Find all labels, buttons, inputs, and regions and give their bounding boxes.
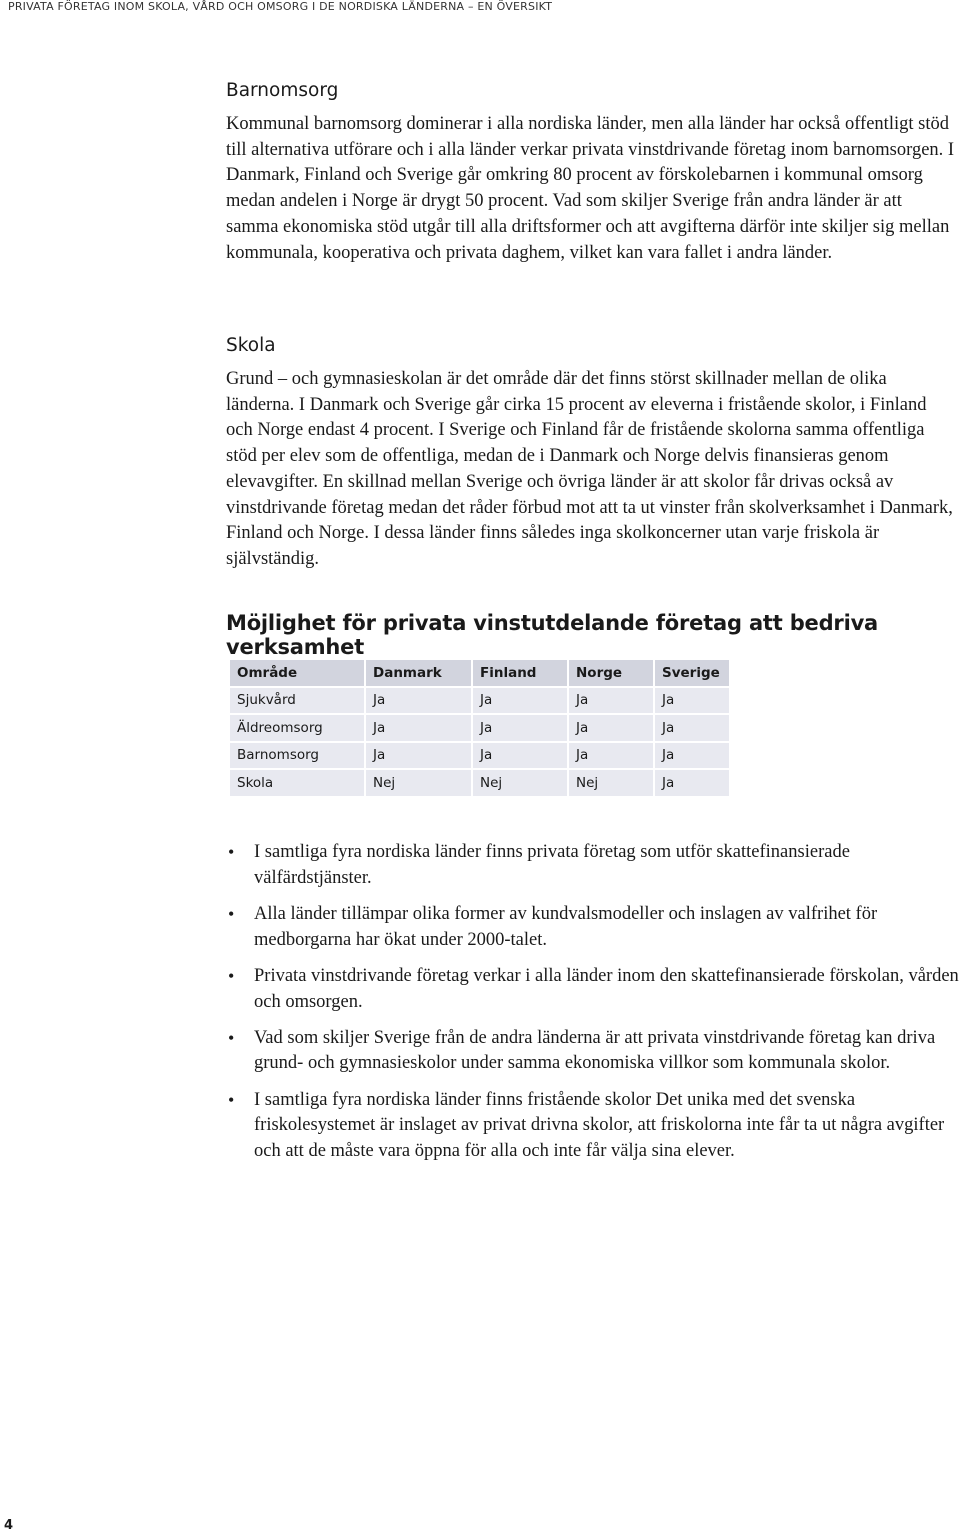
table-cell: Ja [569,715,653,741]
table-row [230,770,729,796]
table-cell: Ja [655,715,729,741]
table-cell: Ja [569,688,653,714]
table-cell: Ja [569,743,653,769]
table-cell: Barnomsorg [230,743,364,769]
table-cell: Nej [366,770,471,796]
table-row [230,715,729,741]
bullet-text: I samtliga fyra nordiska länder finns fristående skolor Det unika med det svenska friskolesystemet är inslaget av privat drivna skolor, att friskolorna inte får ta ut några avgifter och att de måste vara öppna för alla och inte får välja sina elever. [254,1089,945,1162]
column-header: Område [230,660,364,686]
summary-bullet-list [226,840,960,1175]
bullet-dot-icon: • [228,965,235,986]
section-body: Kommunal barnomsorg dominerar i alla nordiska länder, men alla länder har också offentligt stöd till alternativa utförare och i alla länder verkar privata vinstdrivande företag inom barnomsorgen. I Danmark, Finland och Sverige går omkring 80 procent av förskolebarnen i kommunal omsorg medan andelen i Norge är drygt 50 procent. Vad som skiljer Sverige från andra länder är att samma ekonomiska stöd utgår till alla driftsformer och att avgifterna därför inte skiljer sig mellan kommunala, kooperativa och privata daghem, vilket kan vara fallet i andra länder. [226,114,955,263]
table-cell: Ja [473,688,567,714]
table-cell: Ja [473,715,567,741]
bullet-text: Vad som skiljer Sverige från de andra länderna är att privata vinstdrivande företag kan driva grund- och gymnasieskolor under samma ekonomiska villkor som kommunala skolor. [254,1027,936,1074]
bullet-text: I samtliga fyra nordiska länder finns privata företag som utför skattefinansierade välfärdstjänster. [254,842,850,888]
bullet-item [226,1026,960,1077]
page-number: 4 [4,1518,14,1533]
table-row [230,688,729,714]
table-cell: Ja [473,743,567,769]
table-cell: Ja [655,688,729,714]
column-header: Norge [569,660,653,686]
bullet-dot-icon: • [228,842,235,862]
bullet-item [226,902,960,953]
section-heading: Barnomsorg [226,80,339,101]
bullet-dot-icon: • [228,1027,235,1048]
section-barnomsorg [226,80,956,266]
bullet-dot-icon: • [228,1089,235,1110]
comparison-table [228,658,731,798]
table-cell: Ja [655,770,729,796]
bullet-item [226,1088,960,1165]
section-heading: Skola [226,335,276,356]
column-header: Sverige [655,660,729,686]
running-head: PRIVATA FÖRETAG INOM SKOLA, VÅRD OCH OMSORG I DE NORDISKA LÄNDERNA – EN ÖVERSIKT [8,0,553,13]
column-header: Danmark [366,660,471,686]
table-cell: Ja [655,743,729,769]
bullet-dot-icon: • [228,903,235,924]
table-cell: Skola [230,770,364,796]
bullet-item [226,964,960,1015]
table-header-row [230,660,729,686]
table-row [230,743,729,769]
bullet-item [226,840,960,891]
section-skola [226,335,956,573]
column-header: Finland [473,660,567,686]
bullet-text: Alla länder tillämpar olika former av kundvalsmodeller och inslagen av valfrihet för medborgarna har ökat under 2000-talet. [254,903,878,950]
table-cell: Ja [366,715,471,741]
table-title: Möjlighet för privata vinstutdelande företag att bedriva verksamhet [226,611,879,659]
table-cell: Äldreomsorg [230,715,364,741]
bullet-text: Privata vinstdrivande företag verkar i alla länder inom den skattefinansierade förskolan, vården och omsorgen. [254,965,959,1012]
table-cell: Ja [366,743,471,769]
table-cell: Nej [569,770,653,796]
table-cell: Ja [366,688,471,714]
table-cell: Sjukvård [230,688,364,714]
table-cell: Nej [473,770,567,796]
section-body: Grund – och gymnasieskolan är det område där det finns störst skillnader mellan de olika länderna. I Danmark och Sverige går cirka 15 procent av eleverna i fristående skolor, i Finland och Norge endast 4 procent. I Sverige och Finland får de fristående skolorna samma offentliga stöd per elev som de offentliga, medan de i Danmark och Norge delvis finansieras genom elevavgifter. En skillnad mellan Sverige och övriga länder är att skolor får drivas också av vinstdrivande företag medan det råder förbud mot att ta ut vinster från skolverksamhet i Danmark, Finland och Norge. I dessa länder finns således inga skolkoncerner utan varje friskola är självständig. [226,369,953,569]
